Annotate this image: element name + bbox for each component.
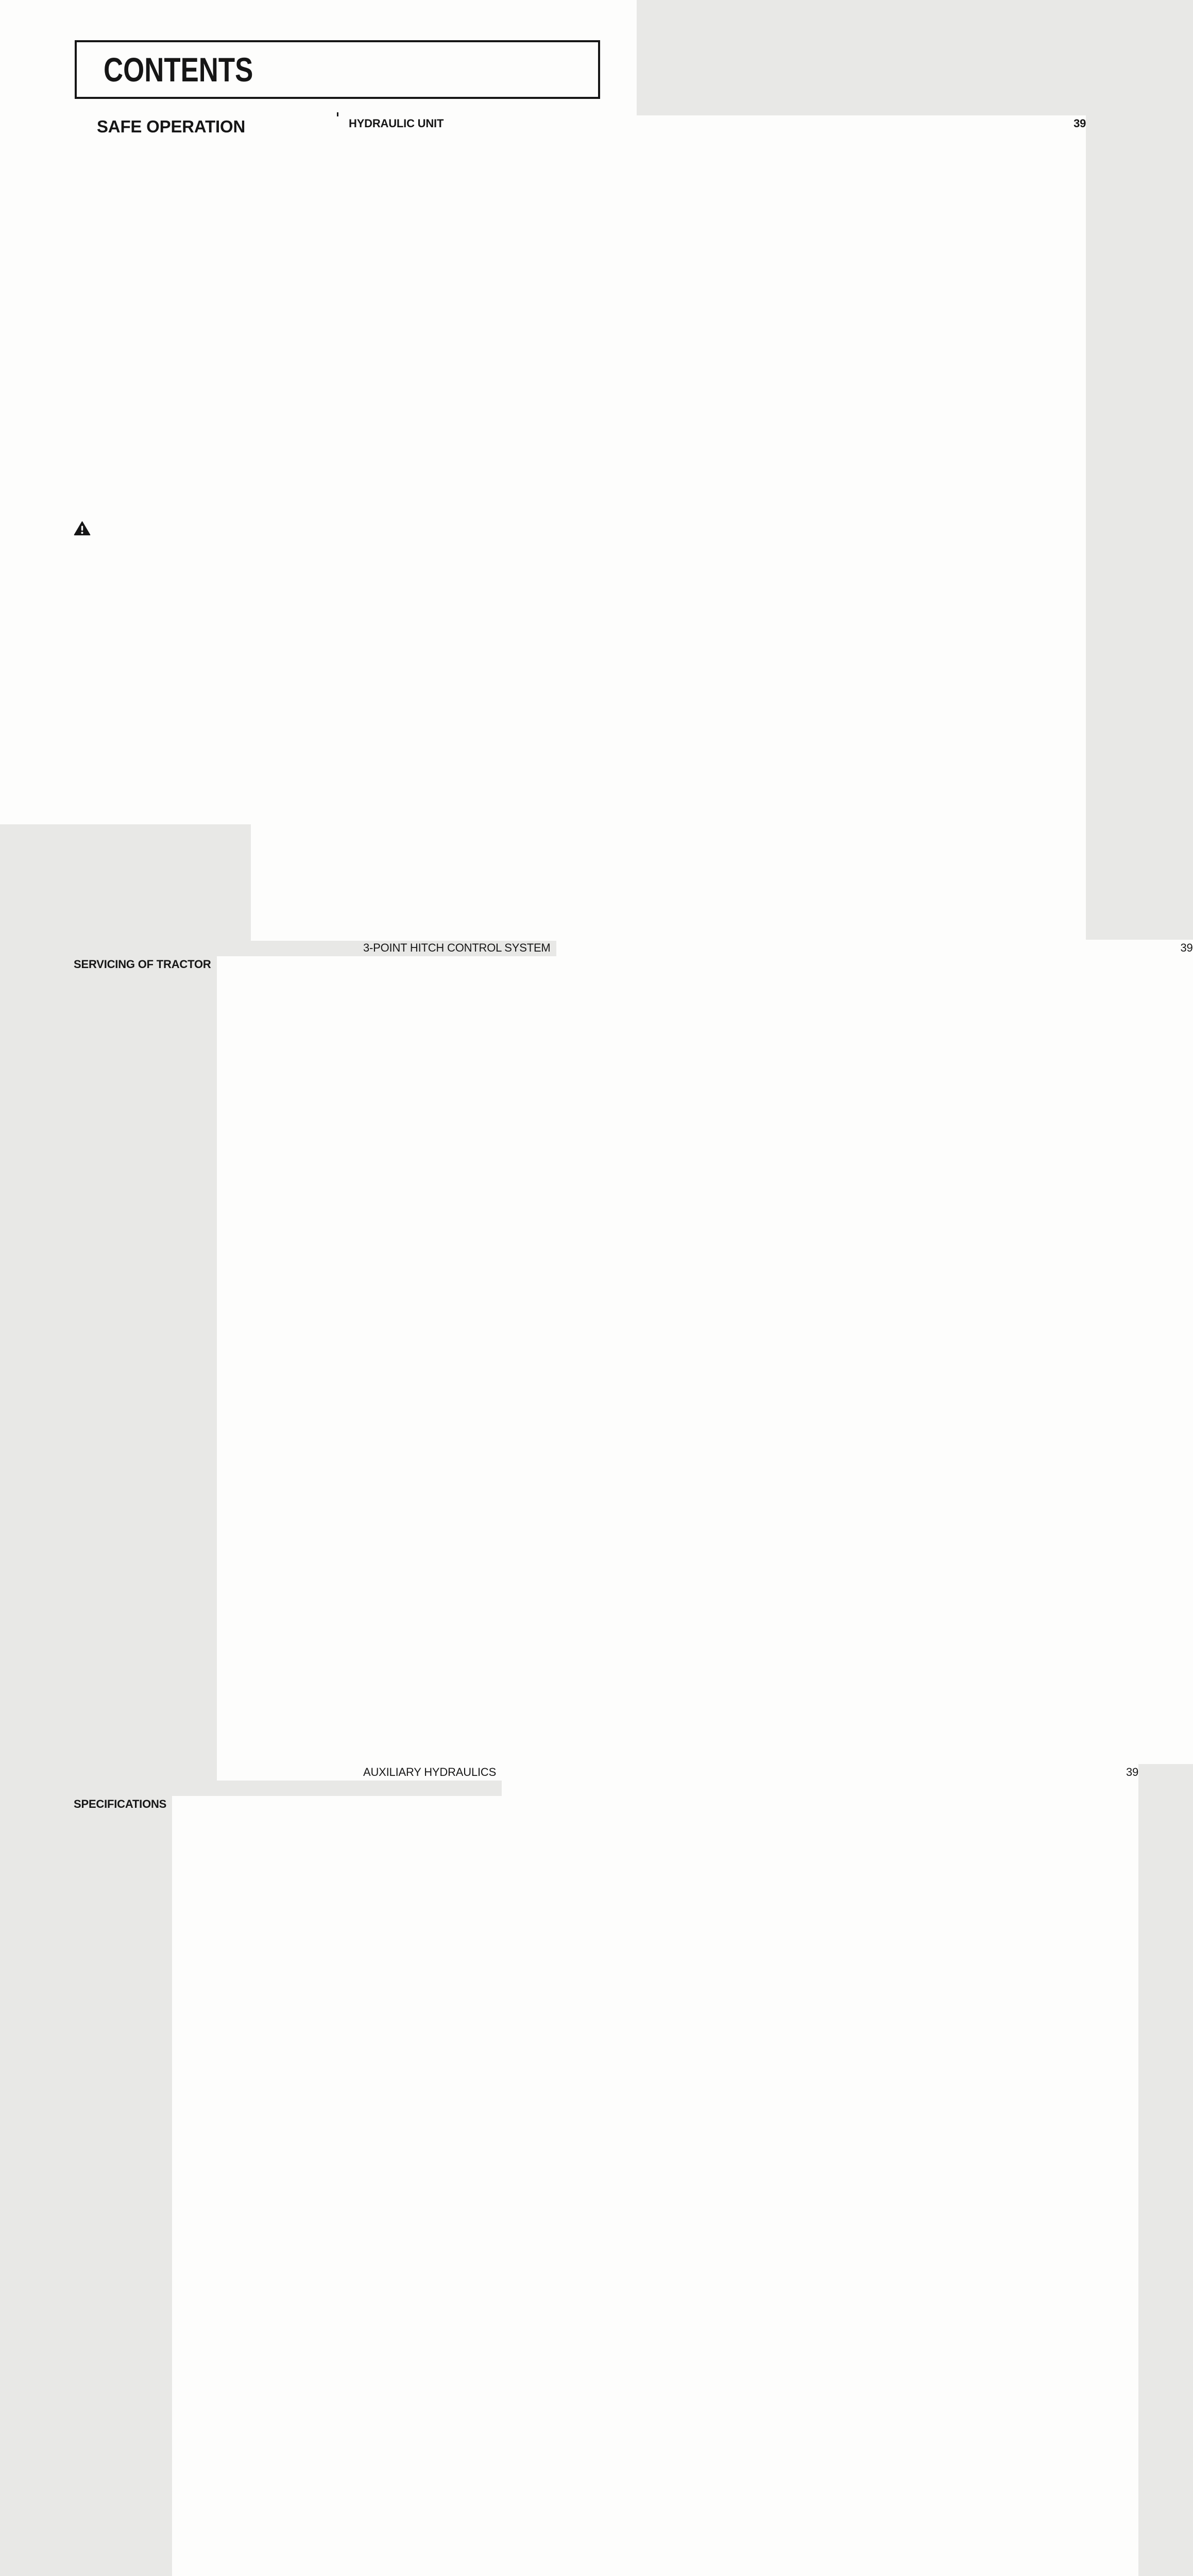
- entry-label: AUXILIARY HYDRAULICS: [363, 1766, 497, 1778]
- toc-column-right: [349, 115, 1193, 2576]
- toc-heading-row: [74, 1796, 313, 2576]
- entry-label: SPECIFICATIONS: [74, 1798, 167, 1810]
- toc-section: [74, 1796, 313, 2576]
- toc-section: [74, 115, 313, 941]
- page-number: 39: [449, 115, 1086, 940]
- page-number: 39: [556, 940, 1193, 1764]
- page-title: CONTENTS: [104, 50, 253, 89]
- toc-heading-row: [349, 115, 1086, 940]
- warning-triangle-icon: [74, 521, 91, 536]
- page-number: 39: [502, 1764, 1138, 2576]
- entry-label: SAFE OPERATION: [97, 117, 246, 136]
- toc-subitem-row: [349, 940, 1193, 1764]
- entry-label: 3-POINT HITCH CONTROL SYSTEM: [363, 941, 551, 954]
- toc-subitem-row: [349, 1764, 1139, 2576]
- entry-label: SERVICING OF TRACTOR: [74, 958, 211, 971]
- toc-heading-row: [74, 956, 313, 1781]
- entry-label: HYDRAULIC UNIT: [349, 117, 444, 130]
- title-box: [75, 40, 600, 99]
- toc-section: [74, 956, 313, 1781]
- toc-column-left: [74, 115, 313, 2576]
- toc-section: [349, 115, 1193, 2576]
- toc-heading-row: [74, 115, 313, 941]
